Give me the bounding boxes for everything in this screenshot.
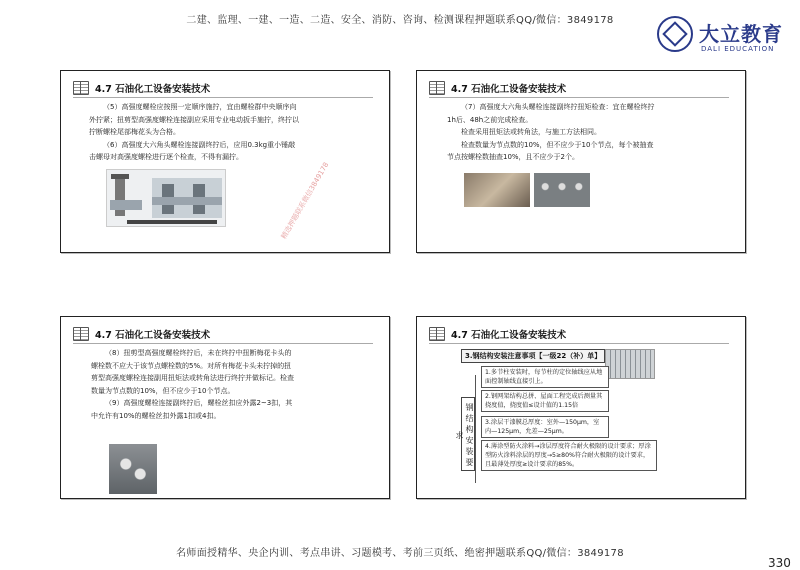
slide-title: 4.7 石油化工设备安装技术 [95,330,211,341]
book-icon [429,81,445,95]
slide-title: 4.7 石油化工设备安装技术 [451,330,567,341]
header-rule [73,343,373,344]
header-rule [429,343,729,344]
paragraph: 检查采用扭矩法或转角法，与施工方法相同。 [461,128,601,137]
paragraph: （8）扭剪型高强度螺栓终拧后，未在终拧中扭断梅花卡头的螺栓数不应大于该节点螺栓数的5%。对所有梅花卡头未拧掉的扭剪型高强度螺栓连接副用扭矩法或转角法进行终拧并做标记。检查数量为节点数的10%，但不应少于10个节点。 [91,349,294,395]
slide-title: 4.7 石油化工设备安装技术 [95,84,211,95]
page-number: 330 [768,556,791,570]
slide-text [447,101,657,164]
side-label: 钢结构安装要求 [461,397,475,471]
slide-3 [60,316,390,499]
footer-banner: 名师面授精华、央企内训、考点串讲、习题模考、考前三页纸、绝密押题联系QQ/微信：3849178 [176,548,624,559]
book-icon [73,327,89,341]
paragraph: 检查数量为节点数的10%，但不应少于10个节点，每个被抽查节点按螺栓数抽查10%，且不应少于2个。 [447,140,654,162]
paragraph: （9）高强度螺栓连接副终拧后，螺栓丝扣应外露2~3扣，其中允许有10%的螺栓丝扣外露1扣或4扣。 [91,399,293,420]
header-rule [429,97,729,98]
paragraph: （5）高强度螺栓应按照一定顺序施拧，宜由螺栓群中央顺序向外拧紧；扭剪型高强度螺栓连接副应采用专业电动扳手施拧，终拧以拧断螺栓尾部梅花头为合格。 [89,103,299,137]
book-icon [429,327,445,341]
flow-heading: 3.钢结构安装注意事项【一级22（补）单】 [461,349,605,363]
bolt-closeup-photo [109,444,157,494]
slide-4 [416,316,746,499]
logo-chinese-name: 大立教育 [699,22,783,46]
slide-1 [60,70,390,253]
bolt-diagram [106,169,226,227]
requirement-box: 2.钢网架结构总拼、屋面工程完成后测量其挠度值，挠度值≤设计值的1.15倍 [481,390,609,412]
logo-english-name: DALI EDUCATION [701,45,775,53]
paragraph: （7）高强度大六角头螺栓连接副终拧扭矩检查：宜在螺栓终拧1h后、48h之前完成检查。 [447,103,655,124]
requirement-box: 1.多节柱安装时，每节柱的定位轴线应从地面控制轴线直接引上。 [481,366,609,388]
slide-text [89,101,299,164]
bracket-line [475,375,476,483]
slide-title: 4.7 石油化工设备安装技术 [451,84,567,95]
worker-photo [464,173,530,207]
steel-structure-photo [605,349,655,379]
logo-emblem-icon [657,16,693,52]
dali-education-logo [657,16,787,60]
watermark: 精选押题联系微信3849178 [279,160,331,241]
header-rule [73,97,373,98]
slide-2 [416,70,746,253]
book-icon [73,81,89,95]
requirement-box: 3.涂层干漆膜总厚度：室外—150μm，室内—125μm，允差—25μm。 [481,416,609,438]
bolt-row-photo [534,173,590,207]
requirement-box: 4.薄涂型防火涂料→涂层厚度符合耐火极限的设计要求；厚涂型防火涂料涂层的厚度→5≥80%符合耐火极限的设计要求，且最薄处厚度≥设计要求的85%。 [481,440,657,471]
header-banner: 二建、监理、一建、一造、二造、安全、消防、咨询、检测课程押题联系QQ/微信：3849178 [186,15,614,26]
slide-text [91,347,297,423]
paragraph: （6）高强度大六角头螺栓连接副终拧后，应用0.3kg重小锤敲击螺母对高强度螺栓进行逐个检查，不得有漏拧。 [89,140,296,162]
